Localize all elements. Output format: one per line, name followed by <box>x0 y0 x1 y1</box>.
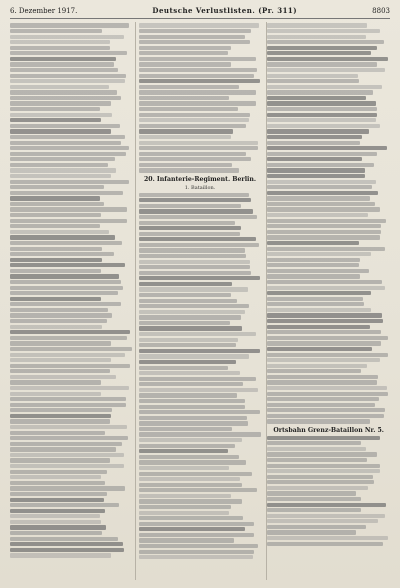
text-line <box>10 330 130 334</box>
text-line <box>10 174 111 178</box>
text-line <box>267 364 367 368</box>
text-line <box>267 469 380 473</box>
text-line <box>139 371 241 375</box>
text-line <box>139 293 232 297</box>
text-line <box>10 397 126 401</box>
text-line <box>267 452 376 456</box>
text-line <box>267 235 380 239</box>
text-line <box>10 325 102 329</box>
text-line <box>10 486 125 490</box>
text-line <box>267 536 387 540</box>
text-line <box>267 241 359 245</box>
text-line <box>10 252 114 256</box>
text-line <box>267 35 365 39</box>
text-line <box>267 319 383 323</box>
text-line <box>10 23 129 27</box>
text-line <box>10 168 116 172</box>
text-line <box>10 107 100 111</box>
text-line <box>139 157 251 161</box>
text-line <box>10 453 124 457</box>
text-line <box>139 449 228 453</box>
text-line <box>139 544 258 548</box>
text-line <box>139 221 236 225</box>
text-line <box>10 553 111 557</box>
text-line <box>139 118 249 122</box>
text-line <box>10 447 116 451</box>
text-line <box>10 40 110 44</box>
text-columns <box>10 22 390 580</box>
text-line <box>267 353 387 357</box>
text-line <box>139 516 243 520</box>
text-line <box>10 308 108 312</box>
text-line <box>10 425 127 429</box>
text-line <box>10 163 108 167</box>
text-line <box>10 537 118 541</box>
text-line <box>267 124 379 128</box>
text-line <box>10 286 123 290</box>
text-line <box>139 232 240 236</box>
text-line <box>267 146 386 150</box>
text-line <box>139 74 254 78</box>
text-line <box>10 224 100 228</box>
text-line <box>139 427 233 431</box>
text-line <box>10 347 132 351</box>
text-line <box>267 247 385 251</box>
text-line <box>10 180 129 184</box>
text-line <box>139 432 261 436</box>
text-line <box>10 235 115 239</box>
text-line <box>10 141 121 145</box>
text-line <box>10 57 116 61</box>
text-line <box>267 219 385 223</box>
text-line <box>267 263 359 267</box>
text-line <box>267 258 359 262</box>
text-line <box>10 219 127 223</box>
text-line <box>267 168 365 172</box>
text-line <box>267 180 376 184</box>
text-line <box>10 403 126 407</box>
text-line <box>267 475 373 479</box>
text-line <box>267 508 361 512</box>
text-line <box>139 271 252 275</box>
text-line <box>10 129 111 133</box>
text-line <box>139 343 236 347</box>
text-line <box>267 530 356 534</box>
text-line <box>139 226 241 230</box>
text-line <box>139 135 231 139</box>
text-line <box>139 287 249 291</box>
text-line <box>139 555 253 559</box>
text-line <box>267 386 387 390</box>
header-date: 6. Dezember 1917. <box>10 7 78 15</box>
text-line <box>10 525 106 529</box>
text-line <box>10 90 117 94</box>
text-line <box>139 282 232 286</box>
text-line <box>139 326 243 330</box>
text-line <box>139 399 246 403</box>
text-line <box>139 107 238 111</box>
text-line <box>267 419 369 423</box>
text-line <box>267 252 371 256</box>
text-line <box>267 224 380 228</box>
text-line <box>10 101 111 105</box>
page-header <box>10 4 390 18</box>
text-line <box>267 358 379 362</box>
text-line <box>267 464 380 468</box>
text-line <box>10 297 101 301</box>
text-line <box>10 124 120 128</box>
text-line <box>267 375 378 379</box>
text-line <box>10 213 101 217</box>
text-line <box>267 308 371 312</box>
text-line <box>10 520 101 524</box>
text-line <box>267 230 380 234</box>
text-line <box>139 237 257 241</box>
text-line <box>139 152 246 156</box>
text-line <box>10 470 107 474</box>
text-line <box>10 431 105 435</box>
text-line <box>267 313 381 317</box>
text-line <box>267 408 385 412</box>
text-line <box>139 511 229 515</box>
text-line <box>267 297 363 301</box>
text-line <box>10 503 119 507</box>
text-line <box>10 414 111 418</box>
text-line <box>139 477 241 481</box>
text-line <box>139 349 260 353</box>
text-line <box>267 274 359 278</box>
text-line <box>10 364 130 368</box>
text-line <box>267 40 383 44</box>
text-line <box>139 299 237 303</box>
text-line <box>267 497 361 501</box>
text-line <box>10 353 125 357</box>
text-line <box>267 68 384 72</box>
text-line <box>10 230 109 234</box>
text-line <box>267 542 382 546</box>
column-left <box>10 22 133 580</box>
text-line <box>10 375 116 379</box>
text-line <box>139 499 243 503</box>
text-line <box>267 525 366 529</box>
text-line <box>10 79 125 83</box>
text-line <box>267 347 372 351</box>
text-line <box>267 46 377 50</box>
text-line <box>139 388 259 392</box>
text-line <box>267 458 367 462</box>
text-line <box>10 498 104 502</box>
text-line <box>267 286 385 290</box>
text-line <box>139 466 230 470</box>
text-line <box>139 505 231 509</box>
text-line <box>10 118 101 122</box>
text-line <box>10 96 121 100</box>
text-line <box>267 392 387 396</box>
text-line <box>267 325 370 329</box>
text-line <box>139 276 260 280</box>
text-line <box>267 447 366 451</box>
text-line <box>10 35 124 39</box>
text-line <box>10 29 102 33</box>
text-line <box>139 204 241 208</box>
text-line <box>139 129 233 133</box>
text-line <box>10 85 109 89</box>
text-line <box>139 410 260 414</box>
text-line <box>267 96 366 100</box>
text-line <box>10 464 124 468</box>
text-line <box>139 438 242 442</box>
text-line <box>139 260 250 264</box>
text-line <box>10 419 110 423</box>
text-line <box>267 90 373 94</box>
text-line <box>139 68 257 72</box>
text-line <box>267 341 381 345</box>
text-line <box>267 135 361 139</box>
text-line <box>267 191 378 195</box>
text-line <box>10 442 122 446</box>
text-line <box>10 62 114 66</box>
text-line <box>139 522 254 526</box>
text-line <box>139 163 233 167</box>
text-line <box>267 29 380 33</box>
text-line <box>10 369 110 373</box>
text-line <box>139 90 256 94</box>
text-line <box>139 416 248 420</box>
text-line <box>10 358 111 362</box>
text-line <box>10 152 126 156</box>
text-line <box>10 509 105 513</box>
text-line <box>10 291 118 295</box>
text-line <box>267 141 359 145</box>
text-line <box>10 51 127 55</box>
column-middle <box>139 22 262 580</box>
text-line <box>10 492 107 496</box>
text-line <box>139 460 246 464</box>
text-line <box>267 62 377 66</box>
text-line <box>267 330 381 334</box>
text-line <box>267 369 361 373</box>
text-line <box>10 202 104 206</box>
text-line <box>139 113 250 117</box>
text-line <box>139 51 228 55</box>
text-line <box>267 74 358 78</box>
text-line <box>139 488 257 492</box>
text-line <box>267 113 377 117</box>
text-line <box>10 548 124 552</box>
text-line <box>139 209 253 213</box>
text-line <box>139 79 261 83</box>
text-line <box>10 146 129 150</box>
text-line <box>267 436 380 440</box>
text-line <box>267 519 377 523</box>
text-line <box>139 310 245 314</box>
text-line <box>267 107 376 111</box>
text-line <box>139 101 256 105</box>
text-line <box>139 62 231 66</box>
text-line <box>267 414 384 418</box>
text-line <box>10 302 121 306</box>
text-line <box>139 254 247 258</box>
text-line <box>139 57 256 61</box>
text-line <box>139 124 246 128</box>
text-line <box>139 198 251 202</box>
text-line <box>139 377 256 381</box>
text-line <box>10 74 126 78</box>
text-line <box>10 408 112 412</box>
text-line <box>267 397 378 401</box>
text-line <box>267 380 376 384</box>
text-line <box>10 46 110 50</box>
text-line <box>267 85 382 89</box>
text-line <box>139 146 258 150</box>
text-line <box>139 193 249 197</box>
text-line <box>10 247 102 251</box>
text-line <box>10 514 100 518</box>
text-line <box>10 196 100 200</box>
text-line <box>139 96 229 100</box>
text-line <box>10 313 112 317</box>
text-line <box>267 129 368 133</box>
text-line <box>139 248 245 252</box>
text-line <box>267 336 387 340</box>
text-line <box>139 382 243 386</box>
text-line <box>267 403 374 407</box>
text-line <box>139 366 229 370</box>
text-line <box>139 168 239 172</box>
text-line <box>139 29 251 33</box>
text-line <box>10 269 101 273</box>
text-line <box>139 538 235 542</box>
text-line <box>139 35 245 39</box>
text-line <box>139 494 231 498</box>
text-line <box>267 157 362 161</box>
text-line <box>139 243 259 247</box>
text-line <box>139 321 230 325</box>
text-line <box>267 23 367 27</box>
text-line <box>267 491 356 495</box>
text-line <box>267 213 368 217</box>
text-line <box>10 274 119 278</box>
text-line <box>10 263 125 267</box>
section-heading: 1. Bataillon. <box>184 184 216 191</box>
text-line <box>139 483 242 487</box>
text-line <box>267 280 382 284</box>
text-line <box>267 207 379 211</box>
text-line <box>267 163 374 167</box>
text-line <box>139 315 241 319</box>
text-line <box>10 336 127 340</box>
text-line <box>139 85 239 89</box>
text-line <box>267 101 375 105</box>
text-line <box>10 280 121 284</box>
text-line <box>10 113 112 117</box>
text-line <box>267 480 374 484</box>
text-line <box>139 265 251 269</box>
text-line <box>267 174 364 178</box>
text-line <box>267 202 375 206</box>
text-line <box>267 51 371 55</box>
text-line <box>10 481 105 485</box>
text-line <box>139 215 257 219</box>
text-line <box>10 341 111 345</box>
text-line <box>10 380 101 384</box>
text-line <box>139 405 246 409</box>
text-line <box>10 258 102 262</box>
text-line <box>139 338 238 342</box>
text-line <box>10 392 101 396</box>
text-line <box>267 503 386 507</box>
text-line <box>139 46 232 50</box>
text-line <box>139 332 256 336</box>
text-line <box>139 455 240 459</box>
text-line <box>139 23 259 27</box>
text-line <box>267 486 368 490</box>
header-title: Deutsche Verlustlisten. (Pr. 311) <box>152 6 298 15</box>
header-page-number: 8803 <box>372 7 390 15</box>
text-line <box>10 542 123 546</box>
text-line <box>267 152 377 156</box>
text-line <box>139 354 249 358</box>
header-rule <box>10 18 390 19</box>
text-line <box>10 135 125 139</box>
text-line <box>10 157 115 161</box>
text-line <box>139 444 236 448</box>
text-line <box>267 302 363 306</box>
text-line <box>10 458 110 462</box>
text-line <box>139 141 258 145</box>
text-line <box>139 527 246 531</box>
text-line <box>10 531 102 535</box>
text-line <box>10 241 122 245</box>
text-line <box>10 207 127 211</box>
section-heading: 20. Infanterie-Regiment. Berlin. <box>143 175 257 183</box>
text-line <box>139 421 248 425</box>
text-line <box>267 291 371 295</box>
text-line <box>10 191 123 195</box>
text-line <box>267 118 376 122</box>
text-line <box>267 514 385 518</box>
text-line <box>10 185 104 189</box>
text-line <box>10 475 101 479</box>
text-line <box>139 393 237 397</box>
text-line <box>10 68 118 72</box>
text-line <box>139 533 254 537</box>
column-right <box>267 22 390 580</box>
section-heading: Ortsbahn Grenz-Bataillon Nr. 5. <box>273 426 384 434</box>
text-line <box>10 319 107 323</box>
text-line <box>267 57 388 61</box>
text-line <box>139 40 250 44</box>
text-line <box>267 269 368 273</box>
text-line <box>267 185 372 189</box>
text-line <box>267 79 358 83</box>
text-line <box>139 550 254 554</box>
text-line <box>267 441 360 445</box>
text-line <box>139 360 237 364</box>
text-line <box>10 436 128 440</box>
text-line <box>267 196 370 200</box>
text-line <box>139 472 252 476</box>
text-line <box>10 386 129 390</box>
text-line <box>139 304 249 308</box>
